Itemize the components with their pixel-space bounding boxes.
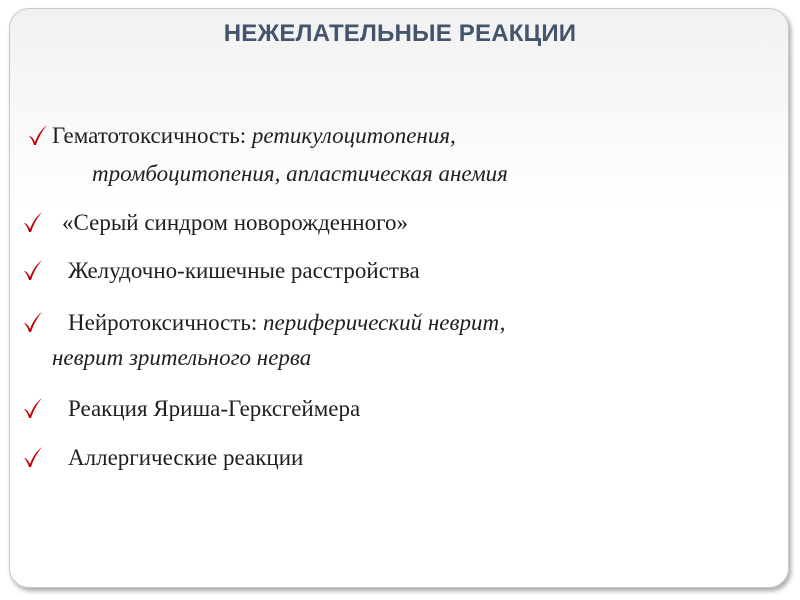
check-mark-icon <box>23 211 43 233</box>
check-mark-icon <box>23 259 43 281</box>
item-detail: ретикулоцитопения, <box>251 123 456 148</box>
item-label: Нейротоксичность: <box>68 310 258 335</box>
check-mark-icon <box>23 397 43 419</box>
check-mark-icon <box>28 124 48 146</box>
bullet-item-allergic: Аллергические реакции <box>68 445 304 470</box>
slide-title: НЕЖЕЛАТЕЛЬНЫЕ РЕАКЦИИ <box>223 20 577 47</box>
item-detail: периферический неврит, <box>263 310 506 335</box>
check-mark-icon <box>23 446 43 468</box>
slide-frame <box>9 8 789 588</box>
item-detail-continuation: неврит зрительного нерва <box>52 345 312 370</box>
item-detail-continuation: тромбоцитопения, апластическая анемия <box>92 161 508 186</box>
check-mark-icon <box>23 311 43 333</box>
bullet-item-jarisch-herxheimer: Реакция Яриша-Герксгеймера <box>68 396 361 421</box>
bullet-item-neurotoxicity <box>68 311 505 334</box>
bullet-item-grey-syndrome: «Серый синдром новорожденного» <box>62 210 408 235</box>
bullet-item-gi-disorders: Желудочно-кишечные расстройства <box>68 258 420 283</box>
item-label: Гематотоксичность: <box>52 123 247 148</box>
bullet-item-hematotoxicity <box>52 124 456 147</box>
